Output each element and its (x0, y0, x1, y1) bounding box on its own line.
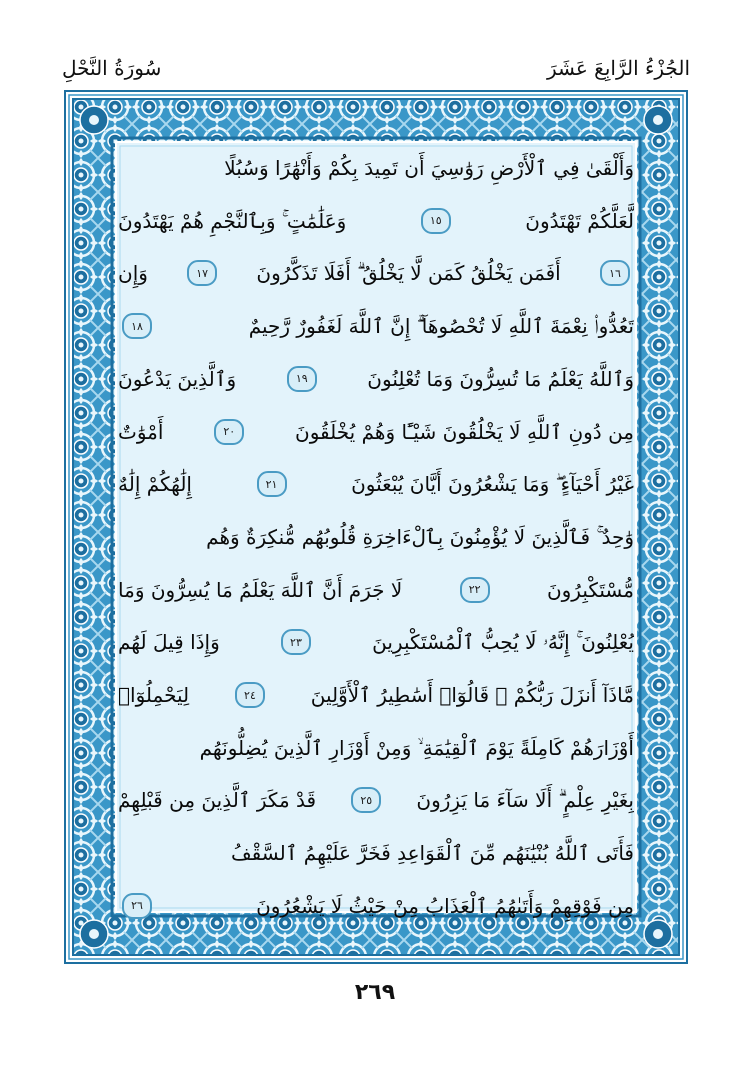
verse-text: يُعْلِنُونَ ۚ إِنَّهُۥ لَا يُحِبُّ ٱلْمُسْتَكْبِرِينَ (372, 630, 634, 655)
verse-text: وَإِن (118, 261, 148, 286)
ayah-number-marker: ٢٦ (122, 893, 152, 919)
ayah-number-marker: ٢٢ (460, 577, 490, 603)
ayah-number-marker: ١٩ (287, 366, 317, 392)
verse-text: مُّسْتَكْبِرُونَ (546, 577, 634, 602)
text-line (118, 774, 634, 826)
text-line (118, 722, 634, 774)
ayah-number-marker: ٢٣ (281, 629, 311, 655)
ayah-number-marker: ٢٠ (214, 419, 244, 445)
verse-text: إِلَٰهُكُمْ إِلَٰهٌ (118, 472, 192, 497)
verse-text: لَّعَلَّكُمْ تَهْتَدُونَ (525, 208, 634, 233)
verse-text: تَعُدُّوا۟ نِعْمَةَ ٱللَّهِ لَا تُحْصُوهَآ ۗ إِنَّ ٱللَّهَ لَغَفُورٌ رَّحِيمٌ (248, 314, 634, 339)
text-line (118, 142, 634, 194)
ayah-number-marker: ٢٥ (351, 787, 381, 813)
text-line (118, 880, 634, 932)
ayah-number-marker: ٢٤ (235, 682, 265, 708)
juz-name: الجُزْءُ الرَّابِعَ عَشَرَ (547, 56, 690, 80)
verse-text: وَٱللَّهُ يَعْلَمُ مَا تُسِرُّونَ وَمَا تُعْلِنُونَ (367, 366, 634, 391)
verse-text: مَّاذَآ أَنزَلَ رَبُّكُمْ ۙ قَالُوٓا۟ أَسَٰطِيرُ ٱلْأَوَّلِينَ (310, 683, 634, 708)
surah-name: سُورَةُ النَّحْلِ (62, 56, 162, 80)
verse-text: أَمْوَٰتٌ (118, 419, 164, 444)
text-line (118, 669, 634, 721)
verse-text: وَإِذَا قِيلَ لَهُم (118, 630, 220, 655)
ayah-number-marker: ١٨ (122, 313, 152, 339)
verse-text: فَأَتَى ٱللَّهُ بُنْيَٰنَهُم مِّنَ ٱلْقَوَاعِدِ فَخَرَّ عَلَيْهِمُ ٱلسَّقْفُ (230, 841, 634, 866)
verse-text: لِيَحْمِلُوٓا۟ (118, 683, 190, 708)
verse-text: مِن دُونِ ٱللَّهِ لَا يَخْلُقُونَ شَيْـًٔا وَهُمْ يُخْلَقُونَ (295, 419, 634, 444)
text-line (118, 458, 634, 510)
verse-text: وَعَلَٰمَٰتٍ ۚ وَبِٱلنَّجْمِ هُمْ يَهْتَدُونَ (118, 208, 347, 233)
ayah-number-marker: ١٧ (187, 260, 217, 286)
text-line (118, 353, 634, 405)
verse-text: قَدْ مَكَرَ ٱلَّذِينَ مِن قَبْلِهِمْ (118, 788, 317, 813)
verse-text: بِغَيْرِ عِلْمٍ ۗ أَلَا سَآءَ مَا يَزِرُونَ (416, 788, 634, 813)
text-line (118, 247, 634, 299)
quran-text-block (118, 142, 634, 932)
verse-text: أَفَمَن يَخْلُقُ كَمَن لَّا يَخْلُقُ ۗ أَفَلَا تَذَكَّرُونَ (256, 261, 561, 286)
verse-text: لَا جَرَمَ أَنَّ ٱللَّهَ يَعْلَمُ مَا يُسِرُّونَ وَمَا (118, 577, 403, 602)
verse-text: وَٰحِدٌ ۚ فَٱلَّذِينَ لَا يُؤْمِنُونَ بِٱلْءَاخِرَةِ قُلُوبُهُم مُّنكِرَةٌ وَهُم (206, 524, 634, 549)
page-number: ٢٦٩ (354, 980, 396, 1005)
verse-text: وَأَلْقَىٰ فِي ٱلْأَرْضِ رَوَٰسِيَ أَن تَمِيدَ بِكُمْ وَأَنْهَٰرًا وَسُبُلًا (224, 156, 634, 180)
verse-text: مِن فَوْقِهِمْ وَأَتَىٰهُمُ ٱلْعَذَابُ مِنْ حَيْثُ لَا يَشْعُرُونَ (256, 893, 634, 918)
ayah-number-marker: ٢١ (257, 471, 287, 497)
text-line (118, 300, 634, 352)
text-line (118, 195, 634, 247)
ayah-number-marker: ١٥ (421, 208, 451, 234)
text-line (118, 564, 634, 616)
text-line (118, 616, 634, 668)
page-header (62, 48, 690, 88)
text-line (118, 406, 634, 458)
ayah-number-marker: ١٦ (600, 260, 630, 286)
text-line (118, 827, 634, 879)
verse-text: وَٱلَّذِينَ يَدْعُونَ (118, 366, 237, 391)
verse-text: أَوْزَارَهُمْ كَامِلَةً يَوْمَ ٱلْقِيَٰمَةِ ۙ وَمِنْ أَوْزَارِ ٱلَّذِينَ يُضِلُّونَهُم (199, 735, 634, 760)
text-line (118, 511, 634, 563)
verse-text: غَيْرُ أَحْيَآءٍ ۖ وَمَا يَشْعُرُونَ أَيَّانَ يُبْعَثُونَ (351, 472, 634, 497)
